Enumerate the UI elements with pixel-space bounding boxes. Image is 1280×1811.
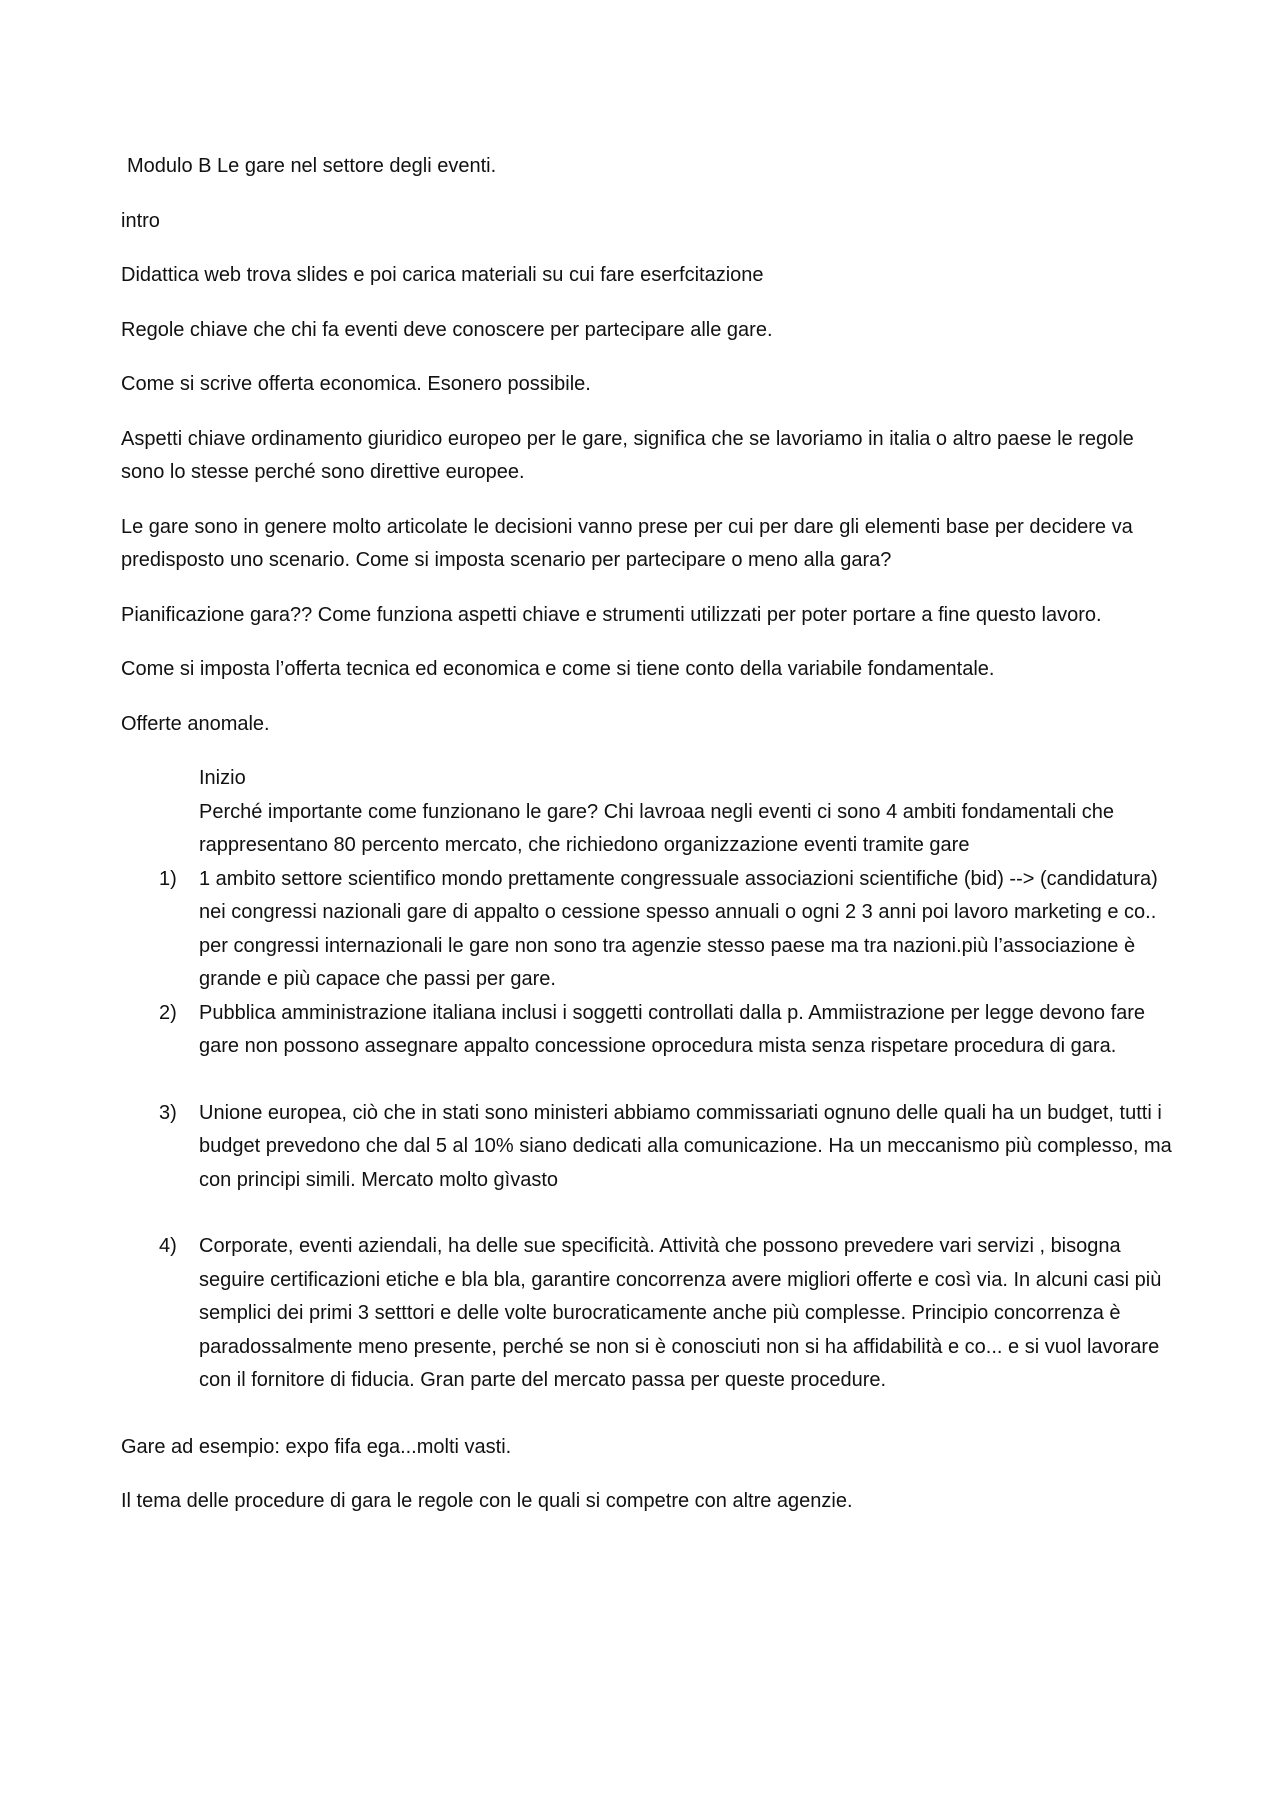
section-heading: Inizio — [199, 767, 246, 789]
list-item-text: Corporate, eventi aziendali, ha delle sue specificità. Attività che possono prevedere vari servizi , bisogna seguire certificazioni etiche e bla bla, garantire concorrenza avere migliori offerte e così via. In alcuni casi più semplici dei primi 3 setttori e delle volte burocraticamente anche più complesse. Principio concorrenza è paradossalmente meno presente, perché se non si è conosciuti non si ha affidabilità e co... e si vuol lavorare con il fornitore di fiducia. Gran parte del mercato passa per queste procedure. — [199, 1235, 1162, 1391]
list-item-text: Unione europea, ciò che in stati sono ministeri abbiamo commissariati ognuno delle quali ha un budget, tutti i budget prevedono che dal 5 al 10% siano dedicati alla comunicazione. Ha un meccanismo più complesso, ma con principi simili. Mercato molto gìvasto — [199, 1101, 1172, 1191]
paragraph-intro: intro — [121, 209, 160, 232]
list-item-number: 1) — [159, 867, 177, 890]
paragraph: Come si scrive offerta economica. Esonero possibile. — [121, 373, 591, 395]
list-item-number: 3) — [159, 1101, 177, 1124]
document-page — [121, 150, 1173, 1540]
paragraph: Le gare sono in genere molto articolate le decisioni vanno prese per cui per dare gli elementi base per decidere va predisposto uno scenario. Come si imposta scenario per partecipare o meno alla gara? — [121, 515, 1133, 571]
list-item — [121, 863, 1173, 997]
paragraph: Aspetti chiave ordinamento giuridico europeo per le gare, significa che se lavoriamo in italia o altro paese le regole sono lo stesse perché sono direttive europee. — [121, 427, 1134, 483]
list-item-number: 4) — [159, 1235, 177, 1257]
list-item-number: 2) — [159, 1001, 177, 1024]
numbered-list — [121, 863, 1173, 1398]
list-item — [121, 1230, 1173, 1398]
section-text: Perché importante come funzionano le gare? Chi lavroaa negli eventi ci sono 4 ambiti fondamentali che rappresentano 80 percento mercato, che richiedono organizzazione eventi tramite gare — [199, 800, 1114, 856]
paragraph: Didattica web trova slides e poi carica materiali su cui fare eserfcitazione — [121, 264, 764, 286]
document-title: Modulo B Le gare nel settore degli eventi. — [127, 155, 497, 177]
paragraph: Come si imposta l’offerta tecnica ed economica e come si tiene conto della variabile fondamentale. — [121, 658, 995, 680]
paragraph: Offerte anomale. — [121, 712, 270, 735]
paragraph: Pianificazione gara?? Come funziona aspetti chiave e strumenti utilizzati per poter portare a fine questo lavoro. — [121, 603, 1102, 626]
list-item-text: 1 ambito settore scientifico mondo prettamente congressuale associazioni scientifiche (bid) --> (candidatura) nei congressi nazionali gare di appalto o cessione spesso annuali o ogni 2 3 anni poi lavoro marketing e co.. per congressi internazionali le gare non sono tra agenzie stesso paese ma tra nazioni.più l’associazione è grande e più capace che passi per gare. — [199, 867, 1158, 990]
list-item — [121, 1097, 1173, 1198]
list-item — [121, 997, 1173, 1064]
paragraph: Regole chiave che chi fa eventi deve conoscere per partecipare alle gare. — [121, 318, 773, 341]
list-item-text: Pubblica amministrazione italiana inclusi i soggetti controllati dalla p. Ammiistrazione per legge devono fare gare non possono assegnare appalto concessione oprocedura mista senza rispetare procedura di gara. — [199, 1001, 1146, 1057]
paragraph-closing: Il tema delle procedure di gara le regole con le quali si competre con altre agenzie. — [121, 1490, 853, 1512]
indented-section — [199, 762, 1173, 863]
paragraph-closing: Gare ad esempio: expo fifa ega...molti vasti. — [121, 1435, 512, 1458]
